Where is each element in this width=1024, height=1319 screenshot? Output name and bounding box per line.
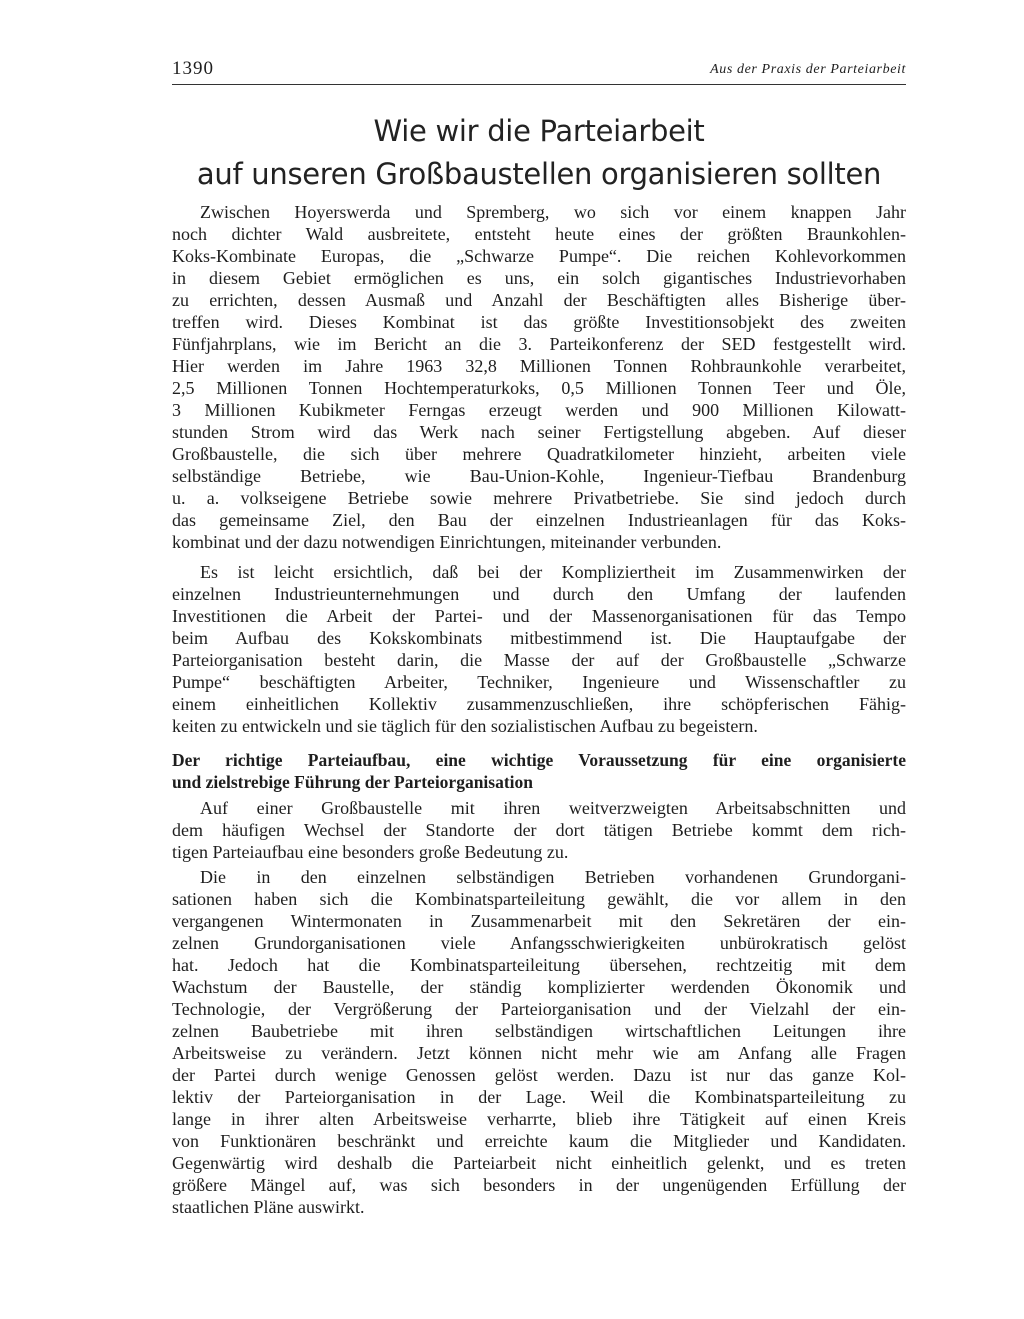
text-line: Parteiorganisation besteht darin, die Masse der auf der Großbaustelle „Schwarze (172, 650, 906, 670)
text-line: lektiv der Parteiorganisation in der Lage. Weil die Kombinatsparteileitung zu (172, 1087, 906, 1107)
text-line: Koks-Kombinate Europas, die „Schwarze Pumpe“. Die reichen Kohlevorkommen (172, 246, 906, 266)
article-title (172, 110, 906, 196)
body-paragraph (172, 797, 906, 863)
text-line: der Partei durch wenige Genossen gelöst werden. Dazu ist nur das ganze Kol- (172, 1065, 906, 1085)
text-line: einzelnen Industrieunternehmungen und durch den Umfang der laufenden (172, 584, 906, 604)
text-line: zu errichten, dessen Ausmaß und Anzahl der Beschäftigten alles Bisherige über- (172, 290, 906, 310)
running-title: Aus der Praxis der Parteiarbeit (710, 62, 906, 77)
text-line: lange in ihrer alten Arbeitsweise verharrte, blieb ihre Tätigkeit auf einen Kreis (172, 1109, 906, 1129)
body-paragraph (172, 561, 906, 737)
text-line: einem einheitlichen Kollektiv zusammenzuschließen, ihre schöpferischen Fähig- (172, 694, 906, 714)
text-line: Auf einer Großbaustelle mit ihren weitverzweigten Arbeitsabschnitten und (200, 798, 906, 818)
text-line: das gemeinsame Ziel, den Bau der einzelnen Industrieanlagen für das Koks- (172, 510, 906, 530)
text-line: staatlichen Pläne auswirkt. (172, 1197, 365, 1217)
page-header (172, 58, 906, 85)
text-line: sationen haben sich die Kombinatsparteileitung gewählt, die vor allem in den (172, 889, 906, 909)
text-line: tigen Parteiaufbau eine besonders große Bedeutung zu. (172, 842, 569, 862)
text-line: 2,5 Millionen Tonnen Hochtemperaturkoks, 0,5 Millionen Tonnen Teer und Öle, (172, 378, 906, 398)
text-line: in diesem Gebiet ermöglichen es uns, ein solch gigantisches Industrievorhaben (172, 268, 906, 288)
text-line: Fünfjahrplans, wie im Bericht an die 3. Parteikonferenz der SED festgestellt wird. (172, 334, 906, 354)
article-title-line: Wie wir die Parteiarbeit (373, 114, 705, 148)
text-line: Arbeitsweise zu verändern. Jetzt können nicht mehr wie am Anfang alle Fragen (172, 1043, 906, 1063)
text-line: kombinat und der dazu notwendigen Einrichtungen, miteinander verbunden. (172, 532, 722, 552)
text-line: Gegenwärtig wird deshalb die Parteiarbeit nicht einheitlich gelenkt, und es treten (172, 1153, 906, 1173)
text-line: Investitionen die Arbeit der Partei- und der Massenorganisationen für das Tempo (172, 606, 906, 626)
text-line: Großbaustelle, die sich über mehrere Quadratkilometer hinzieht, arbeiten viele (172, 444, 906, 464)
text-line: Zwischen Hoyerswerda und Spremberg, wo sich vor einem knappen Jahr (200, 202, 906, 222)
text-line: treffen wird. Dieses Kombinat ist das größte Investitionsobjekt des zweiten (172, 312, 906, 332)
section-heading (172, 749, 906, 793)
text-line: u. a. volkseigene Betriebe sowie mehrere Privatbetriebe. Sie sind jedoch durch (172, 488, 906, 508)
text-line: Wachstum der Baustelle, der ständig komplizierter werdenden Ökonomik und (172, 977, 906, 997)
text-line: selbständige Betriebe, wie Bau-Union-Kohle, Ingenieur-Tiefbau Brandenburg (172, 466, 906, 486)
text-line: Es ist leicht ersichtlich, daß bei der Kompliziertheit im Zusammenwirken der (200, 562, 906, 582)
text-line: noch dichter Wald ausbreitete, entsteht heute eines der größten Braunkohlen- (172, 224, 906, 244)
text-line: keiten zu entwickeln und sie täglich für den sozialistischen Aufbau zu begeistern. (172, 716, 758, 736)
section-heading-line: Der richtige Parteiaufbau, eine wichtige Voraussetzung für eine organisierte (172, 750, 906, 770)
body-paragraph (172, 866, 906, 1218)
text-line: von Funktionären beschränkt und erreichte kaum die Mitglieder und Kandidaten. (172, 1131, 906, 1151)
section-heading-line: und zielstrebige Führung der Parteiorganisation (172, 772, 534, 792)
text-line: Die in den einzelnen selbständigen Betrieben vorhandenen Grundorgani- (200, 867, 906, 887)
text-line: größere Mängel auf, was sich besonders in der ungenügenden Erfüllung der (172, 1175, 906, 1195)
text-line: vergangenen Wintermonaten in Zusammenarbeit mit den Sekretären der ein- (172, 911, 906, 931)
article-title-line: auf unseren Großbaustellen organisieren sollten (196, 157, 882, 191)
body-paragraph (172, 201, 906, 553)
text-line: zelnen Baubetriebe mit ihren selbständigen wirtschaftlichen Leitungen ihre (172, 1021, 906, 1041)
text-line: zelnen Grundorganisationen viele Anfangsschwierigkeiten unbürokratisch gelöst (172, 933, 906, 953)
text-line: Technologie, der Vergrößerung der Parteiorganisation und der Vielzahl der ein- (172, 999, 906, 1019)
page-number: 1390 (172, 58, 214, 79)
text-line: dem häufigen Wechsel der Standorte der dort tätigen Betriebe kommt dem rich- (172, 820, 906, 840)
text-line: Pumpe“ beschäftigten Arbeiter, Techniker, Ingenieure und Wissenschaftler zu (172, 672, 906, 692)
text-line: stunden Strom wird das Werk nach seiner Fertigstellung abgeben. Auf dieser (172, 422, 906, 442)
text-line: beim Aufbau des Kokskombinats mitbestimmend ist. Die Hauptaufgabe der (172, 628, 906, 648)
text-line: 3 Millionen Kubikmeter Ferngas erzeugt werden und 900 Millionen Kilowatt- (172, 400, 906, 420)
text-line: hat. Jedoch hat die Kombinatsparteileitung übersehen, rechtzeitig mit dem (172, 955, 906, 975)
text-line: Hier werden im Jahre 1963 32,8 Millionen Tonnen Rohbraunkohle verarbeitet, (172, 356, 906, 376)
